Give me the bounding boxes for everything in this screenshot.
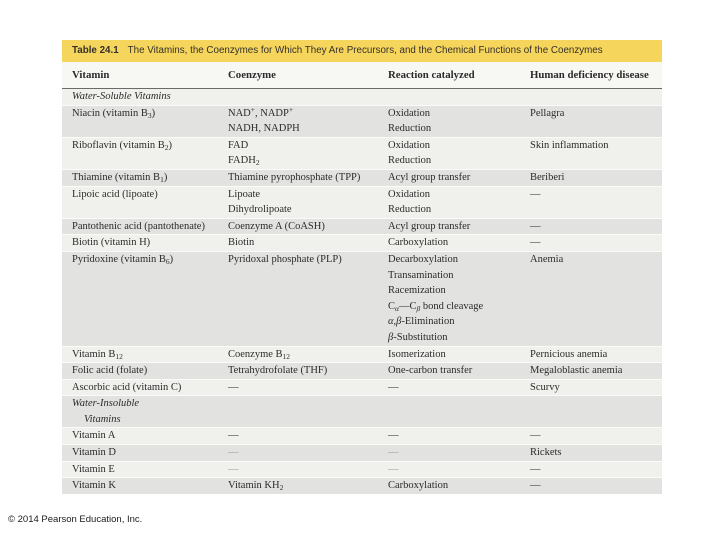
column-header-disease: Human deficiency disease: [530, 69, 649, 81]
cell-coenzyme: Coenzyme A (CoASH): [228, 220, 325, 232]
cell-reaction: —: [388, 447, 399, 459]
table-row: [62, 379, 662, 396]
cell-disease: Skin inflammation: [530, 139, 609, 151]
cell-reaction: —: [388, 381, 399, 393]
table-row: [62, 444, 662, 461]
cell-reaction: Oxidation Reduction: [388, 107, 432, 135]
cell-disease: Megaloblastic anemia: [530, 365, 623, 377]
table-row: [62, 251, 662, 346]
table-row: [62, 234, 662, 251]
cell-coenzyme: Coenzyme $B_{12}$: [228, 348, 291, 361]
cell-coenzyme: Biotin: [228, 237, 255, 249]
cell-vitamin: Ascorbic acid (vitamin C): [72, 381, 182, 393]
cell-coenzyme: Pyridoxal phosphate (PLP): [228, 253, 342, 265]
cell-reaction: Acyl group transfer: [388, 220, 471, 232]
cell-vitamin: Vitamin A: [72, 430, 116, 442]
table-header-row: [62, 62, 662, 89]
table-row: [62, 362, 662, 379]
copyright-notice: © 2014 Pearson Education, Inc.: [8, 514, 143, 525]
cell-reaction: Decarboxylation Transamination Racemization $C_\alpha—C_\beta$ bond cleavage α,β-Elimination β-Substitution: [388, 253, 484, 343]
cell-coenzyme: Tetrahydrofolate (THF): [228, 365, 328, 377]
cell-vitamin: Pyridoxine (vitamin $B_6$): [72, 253, 174, 266]
table-row: [62, 105, 662, 137]
table-body: [62, 89, 662, 494]
cell-disease: Pernicious anemia: [530, 348, 608, 360]
cell-coenzyme: Thiamine pyrophosphate (TPP): [228, 171, 361, 183]
cell-disease: —: [530, 188, 541, 200]
cell-disease: —: [530, 237, 541, 249]
cell-reaction: Oxidation Reduction: [388, 139, 432, 167]
cell-vitamin: Vitamin D: [72, 447, 116, 459]
cell-reaction: Carboxylation: [388, 237, 449, 249]
cell-reaction: —: [388, 463, 399, 475]
table-row: [62, 427, 662, 444]
table-row: [62, 186, 662, 218]
table-row: [62, 477, 662, 494]
table-title-bar: [62, 40, 662, 62]
cell-vitamin: Riboflavin (vitamin $B_2$): [72, 139, 172, 152]
cell-coenzyme: —: [228, 463, 239, 475]
cell-reaction: —: [388, 430, 399, 442]
cell-vitamin: Vitamin E: [72, 463, 115, 475]
cell-disease: —: [530, 220, 541, 232]
section-label: Water-Soluble Vitamins: [72, 91, 171, 102]
cell-vitamin: Pantothenic acid (pantothenate): [72, 220, 205, 232]
cell-reaction: Oxidation Reduction: [388, 188, 432, 216]
cell-vitamin: Vitamin K: [72, 480, 116, 492]
cell-vitamin: Lipoic acid (lipoate): [72, 188, 158, 200]
table-row: [62, 169, 662, 186]
cell-reaction: Carboxylation: [388, 480, 449, 492]
vitamins-table: [62, 40, 662, 494]
cell-disease: —: [530, 463, 541, 475]
table-title: The Vitamins, the Coenzymes for Which They Are Precursors, and the Chemical Functions of the Coenzymes: [127, 45, 603, 56]
section-label: Water-Insoluble Vitamins: [72, 398, 140, 425]
cell-vitamin: Niacin (vitamin $B_3$): [72, 107, 156, 120]
cell-disease: Beriberi: [530, 171, 565, 183]
cell-coenzyme: —: [228, 381, 239, 393]
cell-disease: Pellagra: [530, 107, 565, 119]
cell-disease: —: [530, 430, 541, 442]
section-header-row: [62, 395, 662, 427]
cell-reaction: Isomerization: [388, 348, 446, 360]
column-header-reaction: Reaction catalyzed: [388, 69, 475, 81]
column-header-vitamin: Vitamin: [72, 69, 110, 81]
column-header-coenzyme: Coenzyme: [228, 69, 276, 81]
cell-disease: Scurvy: [530, 381, 560, 393]
table-number: Table 24.1: [72, 45, 119, 56]
section-header-row: [62, 89, 662, 105]
cell-coenzyme: Lipoate Dihydrolipoate: [228, 188, 292, 216]
cell-vitamin: Vitamin $B_{12}$: [72, 348, 123, 361]
table-row: [62, 346, 662, 363]
table-row: [62, 218, 662, 235]
table-row: [62, 137, 662, 169]
cell-vitamin: Thiamine (vitamin $B_1$): [72, 171, 168, 184]
cell-vitamin: Biotin (vitamin H): [72, 237, 151, 249]
cell-disease: Rickets: [530, 447, 562, 459]
cell-disease: Anemia: [530, 253, 564, 265]
cell-coenzyme: Vitamin $KH_2$: [228, 480, 284, 493]
cell-coenzyme: FAD $FADH_2$: [228, 139, 260, 168]
cell-coenzyme: NAD+, NADP+ NADH, NADPH: [228, 104, 300, 135]
cell-disease: —: [530, 480, 541, 492]
cell-coenzyme: —: [228, 447, 239, 459]
cell-vitamin: Folic acid (folate): [72, 365, 148, 377]
cell-coenzyme: —: [228, 430, 239, 442]
table-row: [62, 461, 662, 478]
cell-reaction: Acyl group transfer: [388, 171, 471, 183]
cell-reaction: One-carbon transfer: [388, 365, 473, 377]
